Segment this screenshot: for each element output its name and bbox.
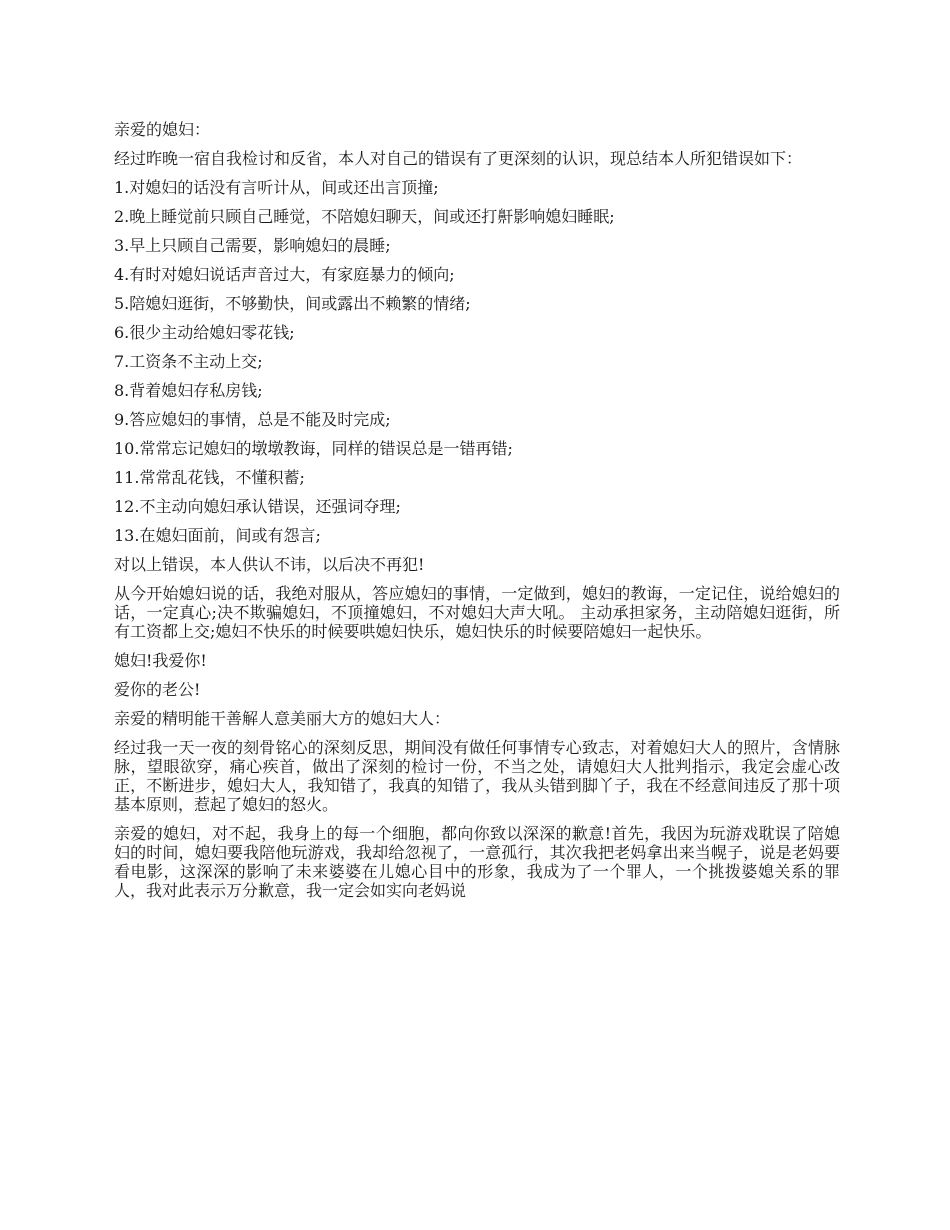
list-item-3: 3.早上只顾自己需要，影响媳妇的晨睡;	[114, 236, 391, 255]
list-item-1: 1.对媳妇的话没有言听计从，间或还出言顶撞;	[114, 178, 439, 197]
list-item-8: 8.背着媳妇存私房钱;	[114, 381, 263, 400]
list-item-12: 12.不主动向媳妇承认错误，还强词夺理;	[114, 497, 401, 516]
list-item-6: 6.很少主动给媳妇零花钱;	[114, 323, 295, 342]
list-item-13: 13.在媳妇面前，间或有怨言;	[114, 526, 321, 545]
salutation-2: 亲爱的精明能干善解人意美丽大方的媳妇大人：	[114, 709, 451, 728]
confession-paragraph: 对以上错误，本人供认不讳，以后决不再犯!	[114, 555, 425, 574]
list-item-9: 9.答应媳妇的事情，总是不能及时完成;	[114, 410, 391, 429]
list-item-2: 2.晚上睡觉前只顾自己睡觉，不陪媳妇聊天，间或还打鼾影响媳妇睡眠;	[114, 207, 615, 226]
reflection-paragraph: 经过我一天一夜的刻骨铭心的深刻反思，期间没有做任何事情专心致志，对着媳妇大人的照片，含情脉脉，望眼欲穿，痛心疾首，做出了深刻的检讨一份，不当之处，请媳妇大人批判指示，我定会虚心改正，不断进步，媳妇大人，我知错了，我真的知错了，我从头错到脚丫子，我在不经意间违反了那十项基本原则，惹起了媳妇的怒火。	[114, 738, 840, 814]
salutation-1: 亲爱的媳妇：	[114, 120, 211, 139]
signature-line: 爱你的老公!	[114, 680, 201, 699]
list-item-11: 11.常常乱花钱，不懂积蓄;	[114, 468, 305, 487]
promise-paragraph: 从今开始媳妇说的话，我绝对服从，答应媳妇的事情，一定做到，媳妇的教诲，一定记住，说给媳妇的话，一定真心;决不欺骗媳妇，不顶撞媳妇，不对媳妇大声大吼。 主动承担家务，主动陪媳妇逛街，所有工资都上交;媳妇不快乐的时候要哄媳妇快乐，媳妇快乐的时候要陪媳妇一起快乐。	[114, 584, 840, 641]
apology-paragraph: 亲爱的媳妇，对不起，我身上的每一个细胞，都向你致以深深的歉意!首先，我因为玩游戏耽误了陪媳妇的时间，媳妇要我陪他玩游戏，我却给忽视了，一意孤行，其次我把老妈拿出来当幌子，说是老妈要看电影，这深深的影响了未来婆婆在儿媳心目中的形象，我成为了一个罪人，一个挑拨婆媳关系的罪人，我对此表示万分歉意，我一定会如实向老妈说	[114, 824, 840, 900]
list-item-7: 7.工资条不主动上交;	[114, 352, 263, 371]
document-page	[114, 120, 840, 910]
list-item-10: 10.常常忘记媳妇的墩墩教诲，同样的错误总是一错再错;	[114, 439, 513, 458]
list-item-5: 5.陪媳妇逛街，不够勤快，间或露出不赖繁的情绪;	[114, 294, 471, 313]
intro-paragraph: 经过昨晚一宿自我检讨和反省，本人对自己的错误有了更深刻的认识，现总结本人所犯错误如下：	[114, 149, 803, 168]
love-line: 媳妇!我爱你!	[114, 651, 207, 670]
list-item-4: 4.有时对媳妇说话声音过大，有家庭暴力的倾向;	[114, 265, 455, 284]
